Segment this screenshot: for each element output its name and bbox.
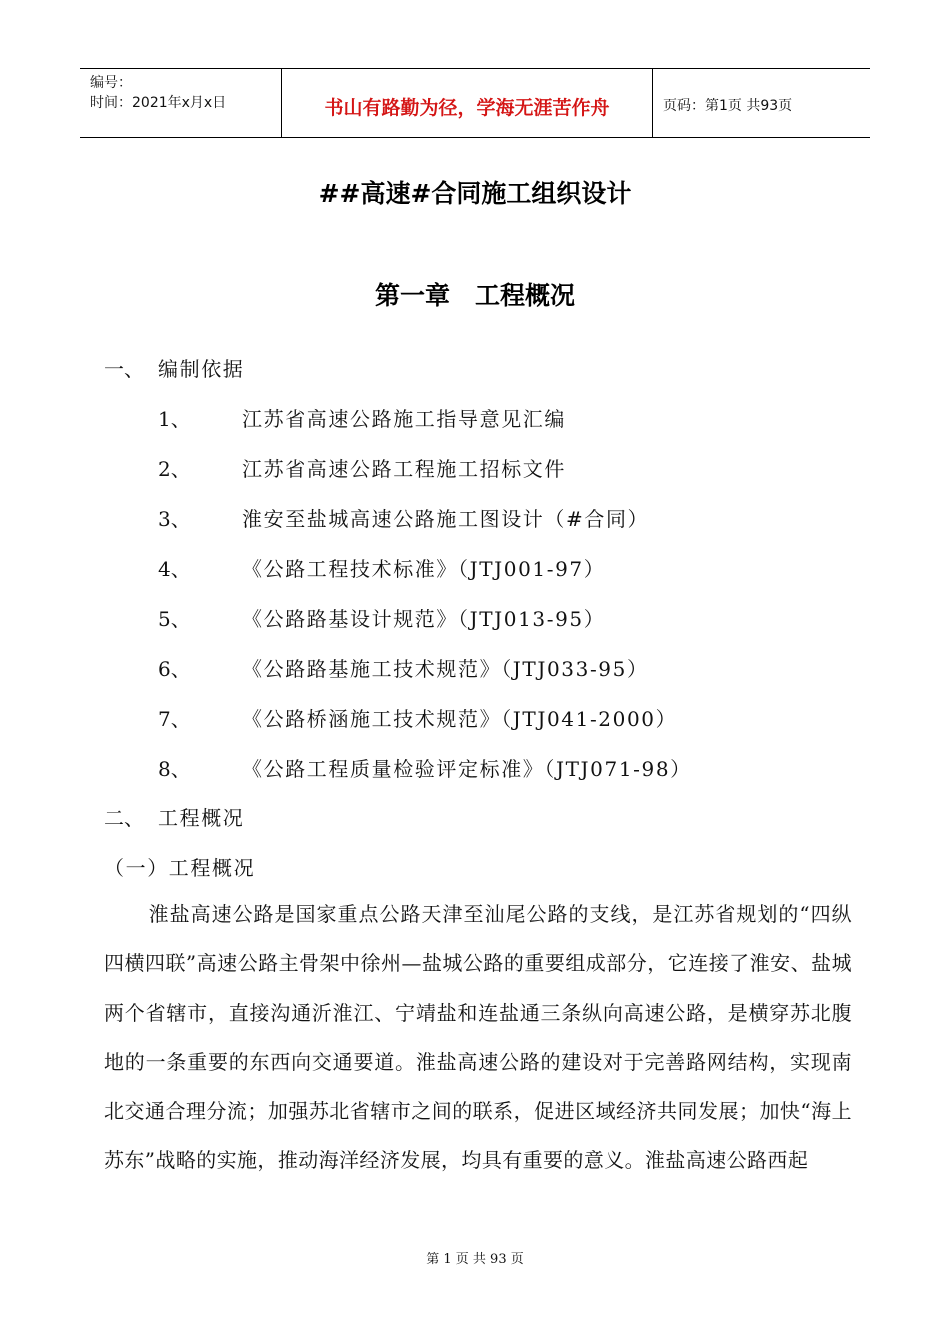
header-page-cell <box>653 69 870 137</box>
list-item-text: 《公路工程技术标准》（JTJ001-97） <box>242 557 606 581</box>
list-item-number: 7、 <box>158 707 191 731</box>
list-item-number: 8、 <box>158 757 191 781</box>
paragraph-text: 淮盐高速公路是国家重点公路天津至汕尾公路的支线，是江苏省规划的“四纵四横四联”高速公路主骨架中徐州—盐城公路的重要组成部分，它连接了淮安、盐城两个省辖市，直接沟通沂淮江、宁靖盐和连盐通三条纵向高速公路，是横穿苏北腹地的一条重要的东西向交通要道。淮盐高速公路的建设对于完善路网结构，实现南北交通合理分流；加强苏北省辖市之间的联系，促进区域经济共同发展；加快“海上苏东”战略的实施，推动海洋经济发展，均具有重要的意义。淮盐高速公路西起 <box>104 902 852 1173</box>
subsection-title: （一）工程概况 <box>104 856 256 880</box>
list-item-text: 《公路桥涵施工技术规范》（JTJ041-2000） <box>242 707 678 731</box>
list-item-text: 《公路工程质量检验评定标准》（JTJ071-98） <box>242 757 692 781</box>
list-item-number: 2、 <box>158 457 191 481</box>
time-label: 时间：2021年x月x日 <box>90 95 227 111</box>
motto: 书山有路勤为径，学海无涯苦作舟 <box>324 97 610 119</box>
list-item-number: 3、 <box>158 507 191 531</box>
header-info-cell <box>80 69 282 137</box>
section1-title: 编制依据 <box>158 357 245 381</box>
list-item-number: 6、 <box>158 657 191 681</box>
list-item-text: 江苏省高速公路施工指导意见汇编 <box>242 407 566 431</box>
list-item-number: 5、 <box>158 607 191 631</box>
chapter-title: 第一章 工程概况 <box>374 281 575 310</box>
list-item-text: 江苏省高速公路工程施工招标文件 <box>242 457 566 481</box>
body-paragraph <box>104 890 852 1186</box>
list-item-number: 4、 <box>158 557 191 581</box>
page-header <box>80 68 870 138</box>
number-label: 编号： <box>90 75 132 91</box>
section1-number: 一、 <box>104 357 144 381</box>
section2-number: 二、 <box>104 806 144 830</box>
list-item-number: 1、 <box>158 407 191 431</box>
page-footer: 第 1 页 共 93 页 <box>426 1252 524 1267</box>
list-item-text: 《公路路基施工技术规范》（JTJ033-95） <box>242 657 649 681</box>
document-title: ##高速#合同施工组织设计 <box>318 179 632 208</box>
list-item-text: 《公路路基设计规范》（JTJ013-95） <box>242 607 606 631</box>
section2-title: 工程概况 <box>158 806 245 830</box>
list-item-text: 淮安至盐城高速公路施工图设计（#合同） <box>242 507 650 531</box>
page-label: 页码：第1页 共93页 <box>663 98 793 114</box>
header-motto-cell <box>282 69 653 137</box>
